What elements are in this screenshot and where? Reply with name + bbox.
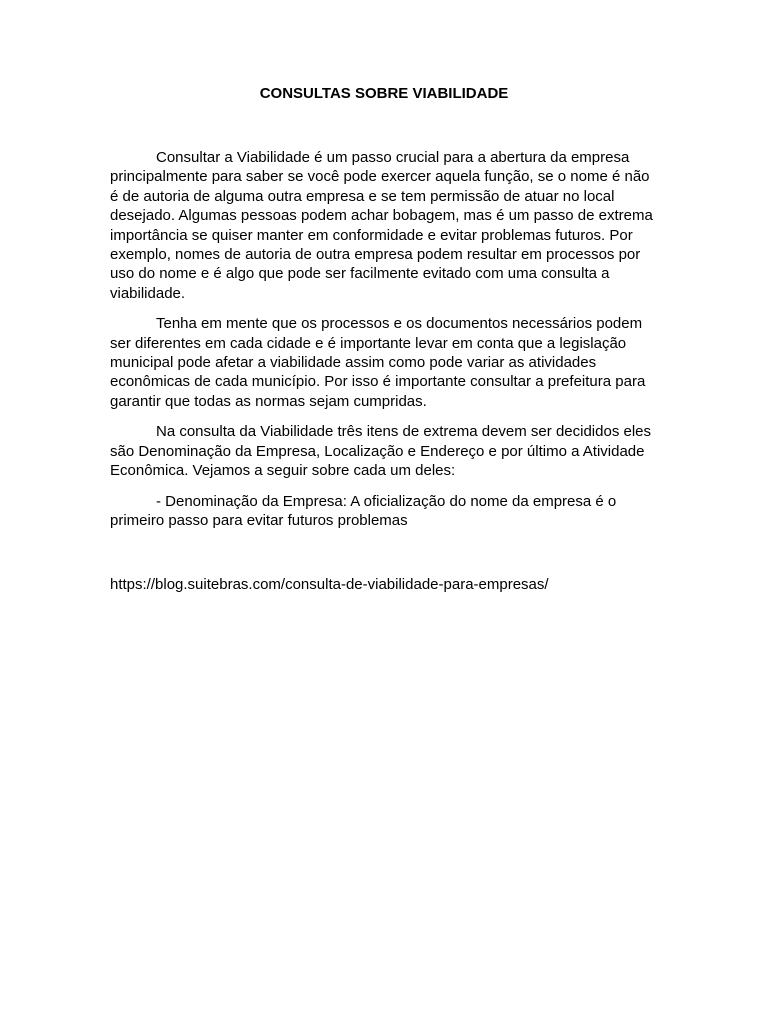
paragraph-municipal-rules: Tenha em mente que os processos e os documentos necessários podem ser diferentes em cada cidade e é importante levar em conta que a legislação municipal pode afetar a viabilidade assim como pode variar as atividades econômicas de cada município. Por isso é importante consultar a prefeitura para garantir que todas as normas sejam cumpridas. — [110, 315, 646, 410]
document-body — [110, 148, 660, 541]
document-title: CONSULTAS SOBRE VIABILIDADE — [259, 85, 509, 102]
paragraph-viability-intro: Consultar a Viabilidade é um passo crucial para a abertura da empresa principalmente para saber se você pode exercer aquela função, se o nome é não é de autoria de alguma outra empresa e se tem permissão de atuar no local desejado. Algumas pessoas podem achar bobagem, mas é um passo de extrema importância se quiser manter em conformidade e evitar problemas futuros. Por exemplo, nomes de autoria de outra empresa podem resultar em processos por uso do nome e é algo que pode ser facilmente evitado com uma consulta a viabilidade. — [110, 149, 653, 302]
source-url: https://blog.suitebras.com/consulta-de-viabilidade-para-empresas/ — [110, 576, 549, 593]
paragraph-company-name: - Denominação da Empresa: A oficialização do nome da empresa é o primeiro passo para evitar futuros problemas — [110, 492, 617, 529]
paragraph-three-items: Na consulta da Viabilidade três itens de extrema devem ser decididos eles são Denominação da Empresa, Localização e Endereço e por último a Atividade Econômica. Vejamos a seguir sobre cada um deles: — [110, 423, 651, 480]
